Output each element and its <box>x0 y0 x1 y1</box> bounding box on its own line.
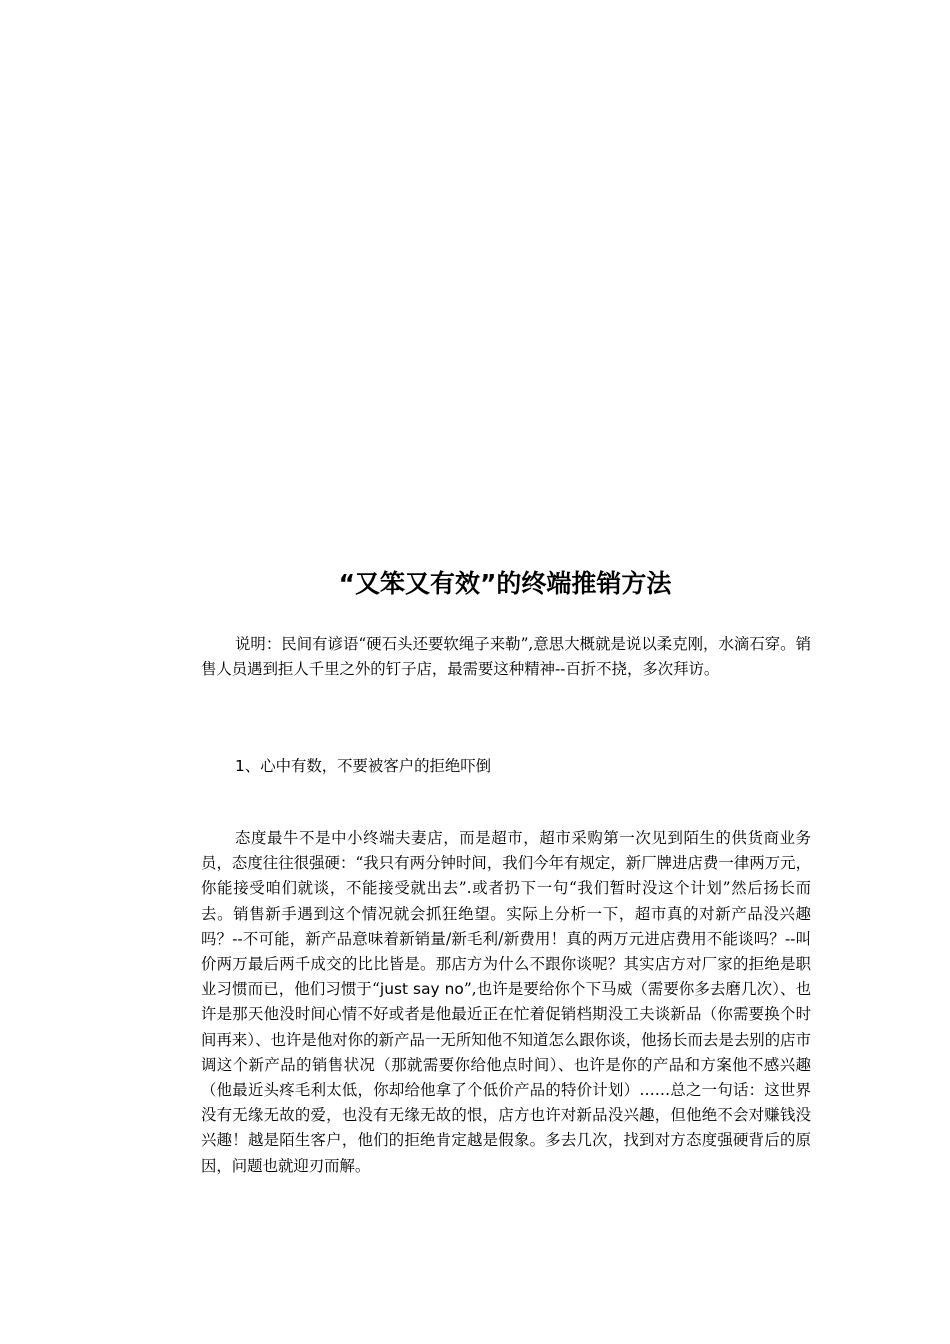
section-heading-text: 、心中有数，不要被客户的拒绝吓倒 <box>244 757 492 775</box>
section-heading <box>201 754 811 779</box>
body-text-part2: ”,也许是要给你个下马威（需要你多去磨几次）、也许是那天他没时间心情不好或者是他最近正在忙着促销档期没工夫谈新品（你需要换个时间再来）、也许是他对你的新产品一无所知他不知道怎么跟你谈，他扬长而去是去别的店市调这个新产品的销售状况（那就需要你给他点时间）、也许是你的产品和方案他不感兴趣（他最近头疼毛利太低，你却给他拿了个低价产品的特价计划）……总之一句话：这世界没有无缘无故的爱，也没有无缘无故的恨，店方也许对新品没兴趣，但他绝不会对赚钱没兴趣！越是陌生客户，他们的拒绝肯定越是假象。多去几次，找到对方态度强硬背后的原因，问题也就迎刃而解。 <box>201 980 811 1175</box>
body-paragraph <box>201 826 811 1179</box>
document-title: “又笨又有效”的终端推销方法 <box>338 569 672 598</box>
body-latin-phrase: just say no <box>379 980 464 999</box>
body-text-part1: 态度最牛不是中小终端夫妻店，而是超市，超市采购第一次见到陌生的供货商业务员，态度往往很强硬：“我只有两分钟时间，我们今年有规定，新厂牌进店费一律两万元，你能接受咱们就谈，不能接受就出去”.或者扔下一句“我们暂时没这个计划”然后扬长而去。销售新手遇到这个情况就会抓狂绝望。实际上分析一下，超市真的对新产品没兴趣吗？--不可能，新产品意味着新销量/新毛利/新费用！真的两万元进店费用不能谈吗？--叫价两万最后两千成交的比比皆是。那店方为什么不跟你谈呢？其实店方对厂家的拒绝是职业习惯而已，他们习惯于“ <box>201 829 811 999</box>
section-number: 1 <box>235 757 245 775</box>
intro-paragraph: 说明：民间有谚语“硬石头还要软绳子来勒”,意思大概就是说以柔克刚，水滴石穿。销售人员遇到拒人千里之外的钉子店，最需要这种精神--百折不挠，多次拜访。 <box>201 635 811 679</box>
